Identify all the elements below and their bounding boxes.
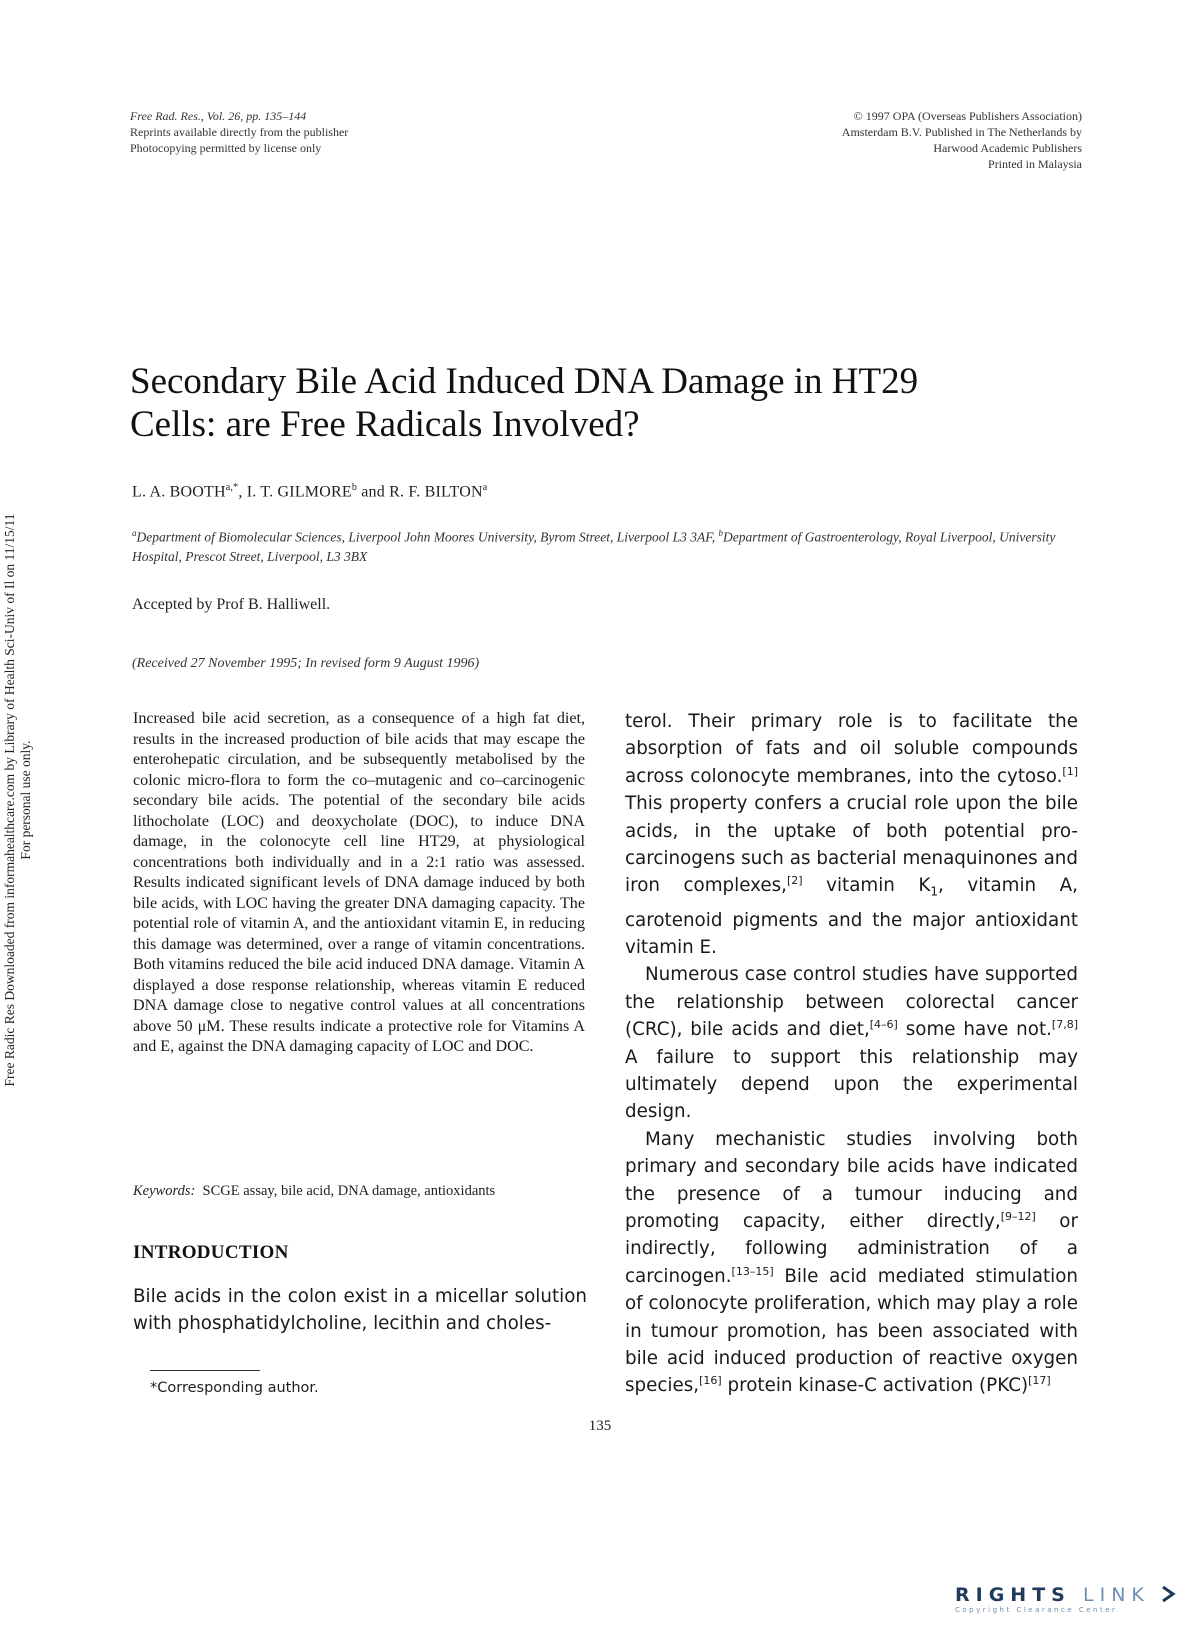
author-3-affil: a (482, 482, 488, 493)
author-2: , I. T. GILMORE (238, 483, 352, 501)
rightslink-brand-right: LINK (1083, 1584, 1150, 1606)
watermark-line-1: Free Radic Res Downloaded from informahealthcare.com by Library of Health Sci-Univ of Il on 11/15/11 (2, 513, 17, 1087)
citation-ref: [2] (787, 874, 803, 888)
p2-text-a: Numerous case control studies have supported the relationship between colorectal cancer (CRC), bile acids and diet, (625, 964, 1078, 1041)
journal-header-left (130, 108, 348, 156)
citation-ref: [1] (1062, 764, 1078, 778)
p1-text-d: , vitamin A, carotenoid pigments and the major antioxidant vitamin E. (625, 875, 1078, 958)
publisher-line-2: Harwood Academic Publishers (933, 141, 1082, 155)
author-3: and R. F. BILTON (357, 483, 483, 501)
author-1: L. A. BOOTH (132, 483, 226, 501)
body-paragraph-1 (625, 708, 1078, 961)
accepted-by: Accepted by Prof B. Halliwell. (132, 596, 331, 613)
citation-ref: [9–12] (1000, 1209, 1036, 1223)
publisher-header-right (842, 108, 1082, 172)
rightslink-chevron-icon (1163, 1587, 1173, 1601)
affil-b-text: Department of Gastroenterology, Royal Liverpool, University Hospital, Prescot Street, Liverpool, L3 3BX (132, 529, 1056, 564)
title-line-1: Secondary Bile Acid Induced DNA Damage in HT29 (130, 361, 919, 402)
citation-ref: [17] (1028, 1374, 1051, 1388)
affiliations (132, 524, 1072, 566)
printed-line: Printed in Malaysia (988, 157, 1082, 171)
keywords-label: Keywords: (133, 1183, 196, 1199)
journal-citation: Free Rad. Res., Vol. 26, pp. 135–144 (130, 109, 307, 123)
body-paragraph-3 (625, 1126, 1078, 1400)
p2-text-c: A failure to support this relationship may ultimately depend upon the experimental design. (625, 1046, 1078, 1123)
author-1-affil: a,* (225, 482, 239, 493)
p1-text-a: terol. Their primary role is to facilitate the absorption of fats and oil soluble compounds across colonocyte membranes, into the cytoso. (625, 711, 1078, 787)
introduction-text: Bile acids in the colon exist in a micellar solution with phosphatidylcholine, lecithin and choles- (133, 1286, 587, 1334)
title-line-2: Cells: are Free Radicals Involved? (130, 404, 640, 445)
subscript: 1 (930, 885, 939, 900)
p3-text-a: Many mechanistic studies involving both primary and secondary bile acids have indicated the presence of a tumour inducing and promoting capacity, either directly, (625, 1128, 1078, 1232)
abstract: Increased bile acid secretion, as a consequence of a high fat diet, results in the increased production of bile acids that may escape the enterohepatic circulation, and be subsequently metabolised by the colonic micro-flora to form the co–mutagenic and co–carcinogenic secondary bile acids. The potential of the secondary bile acids lithocholate (LOC) and deoxycholate (DOC), to induce DNA damage, in the colonocyte cell line HT29, at physiological concentrations both individually and in a 2:1 ratio was assessed. Results indicated significant levels of DNA damage induced by both bile acids, with LOC having the greater DNA damaging capacity. The potential role of vitamin A, and the antioxidant vitamin E, in reducing this damage was determined, over a range of vitamin concentrations. Both vitamins reduced the bile acid induced DNA damage. Vitamin A displayed a dose response relationship, whereas vitamin E reduced DNA damage close to negative control values at all concentrations above 50 μM. These results indicate a protective role for Vitamins A and E, against the DNA damaging capacity of LOC and DOC. (133, 710, 585, 1055)
citation-ref: [13–15] (731, 1264, 774, 1278)
keywords-text: SCGE assay, bile acid, DNA damage, antioxidants (202, 1183, 496, 1199)
affil-a-mark: a (132, 528, 137, 538)
watermark-line-2: For personal use only. (18, 740, 33, 860)
publisher-line-1: Amsterdam B.V. Published in The Netherlands by (841, 125, 1082, 139)
introduction-heading: INTRODUCTION (133, 1242, 289, 1263)
paper-title (130, 360, 1080, 446)
p1-text-c: vitamin K (802, 875, 931, 897)
body-paragraph-2 (625, 961, 1078, 1125)
citation-ref: [7,8] (1051, 1018, 1078, 1032)
corresponding-author-footnote: *Corresponding author. (150, 1380, 319, 1396)
rightslink-logo (955, 1581, 1180, 1617)
reprints-note: Reprints available directly from the publisher (130, 125, 349, 139)
rightslink-brand-left: RIGHTS (955, 1584, 1071, 1606)
p2-text-b: some have not. (897, 1019, 1052, 1041)
citation-ref: [4–6] (869, 1018, 898, 1032)
copyright-line: © 1997 OPA (Overseas Publishers Association) (853, 109, 1082, 123)
photocopying-note: Photocopying permitted by license only (130, 141, 322, 155)
p3-text-d: protein kinase-C activation (PKC) (721, 1375, 1029, 1397)
p1-text-b: This property confers a crucial role upon the bile acids, in the uptake of both potential pro-carcinogens such as bacterial menaquinones and iron complexes, (625, 793, 1078, 897)
download-watermark (2, 450, 34, 1150)
page-number: 135 (588, 1418, 612, 1434)
rightslink-tagline: Copyright Clearance Center (955, 1606, 1118, 1614)
affil-a-text: Department of Biomolecular Sciences, Liverpool John Moores University, Byrom Street, Liverpool L3 3AF, (136, 529, 719, 545)
author-list (132, 482, 487, 501)
affil-b-mark: b (718, 528, 724, 538)
received-dates: (Received 27 November 1995; In revised form 9 August 1996) (132, 656, 480, 671)
keywords (133, 1183, 495, 1200)
p3-text-b: or indirectly, following administration of a carcinogen. (625, 1210, 1078, 1287)
p3-text-c: Bile acid mediated stimulation of colonocyte proliferation, which may play a role in tumour promotion, has been associated with bile acid induced production of reactive oxygen species, (625, 1265, 1078, 1397)
right-column-body (625, 708, 1078, 1400)
citation-ref: [16] (699, 1374, 722, 1388)
footnote-rule (150, 1370, 260, 1371)
author-2-affil: b (351, 482, 358, 493)
